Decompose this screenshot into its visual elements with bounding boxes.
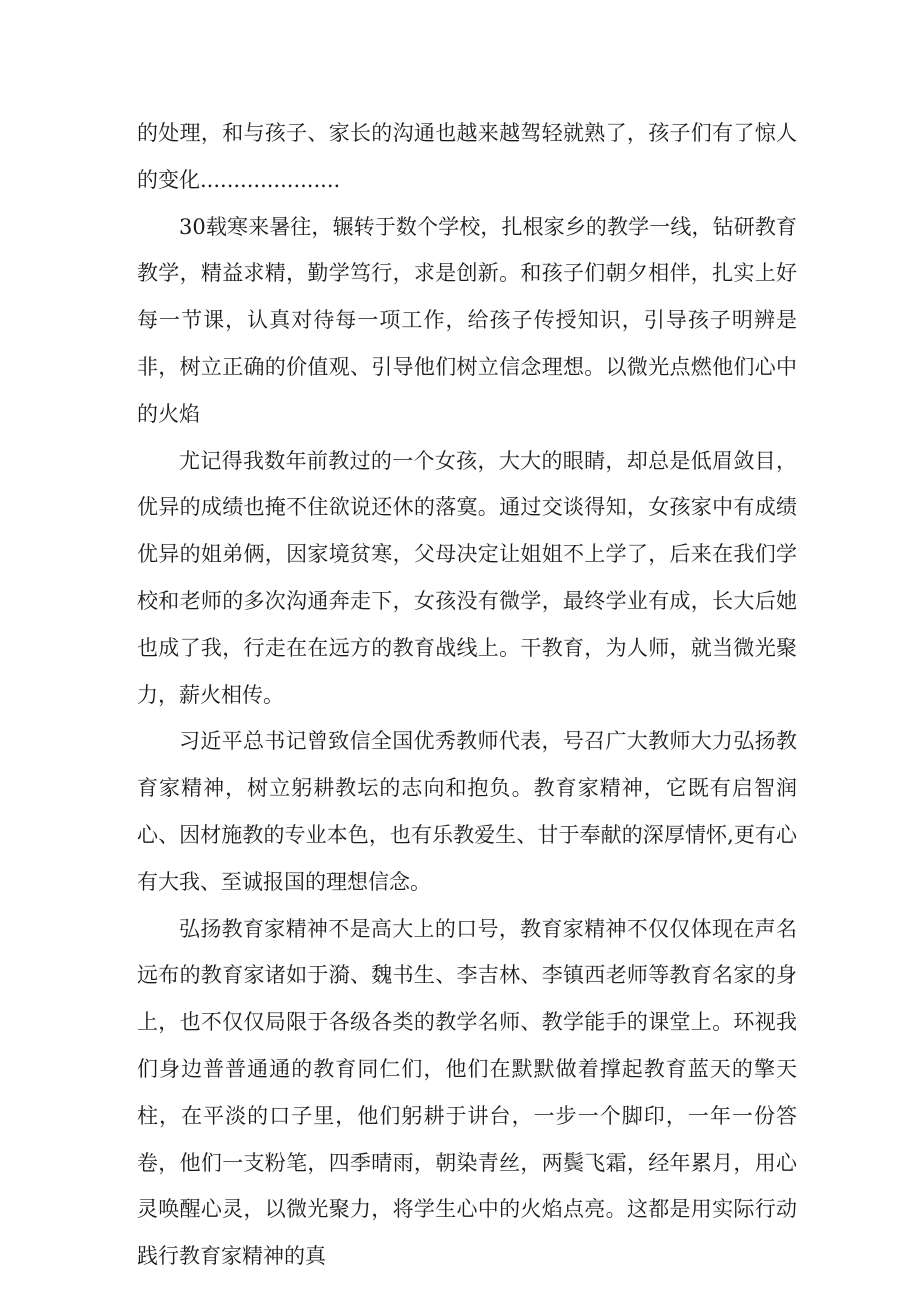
paragraph-2: 30载寒来暑往，辗转于数个学校，扎根家乡的教学一线，钻研教育教学，精益求精，勤学笃行，求是创新。和孩子们朝夕相伴，扎实上好每一节课，认真对待每一项工作，给孩子传授知识，引导孩子明辨是非，树立正确的价值观、引导他们树立信念理想。以微光点燃他们心中的火焰 [137, 214, 797, 426]
paragraph-3: 尤记得我数年前教过的一个女孩，大大的眼睛，却总是低眉敛目，优异的成绩也掩不住欲说还休的落寞。通过交谈得知，女孩家中有成绩优异的姐弟俩，因家境贫寒，父母决定让姐姐不上学了，后来在我们学校和老师的多次沟通奔走下，女孩没有微学，最终学业有成，长大后她也成了我，行走在在远方的教育战线上。干教育，为人师，就当微光聚力，薪火相传。 [137, 448, 797, 707]
paragraph-4: 习近平总书记曾致信全国优秀教师代表，号召广大教师大力弘扬教育家精神，树立躬耕教坛的志向和抱负。教育家精神，它既有启智润心、因材施教的专业本色，也有乐教爱生、甘于奉献的深厚情怀,更有心有大我、至诚报国的理想信念。 [137, 729, 797, 894]
body-text [137, 110, 797, 1280]
paragraph-1: 的处理，和与孩子、家长的沟通也越来越驾轻就熟了，孩子们有了惊人的变化..................... [137, 121, 797, 192]
paragraph-5: 弘扬教育家精神不是高大上的口号，教育家精神不仅仅体现在声名远布的教育家诸如于漪、魏书生、李吉林、李镇西老师等教育名家的身上，也不仅仅局限于各级各类的教学名师、教学能手的课堂上。环视我们身边普普通通的教育同仁们，他们在默默做着撑起教育蓝天的擎天柱，在平淡的口子里，他们躬耕于讲台，一步一个脚印，一年一份答卷，他们一支粉笔，四季晴雨，朝染青丝，两鬓飞霜，经年累月，用心灵唤醒心灵，以微光聚力，将学生心中的火焰点亮。这都是用实际行动践行教育家精神的真 [137, 916, 797, 1269]
